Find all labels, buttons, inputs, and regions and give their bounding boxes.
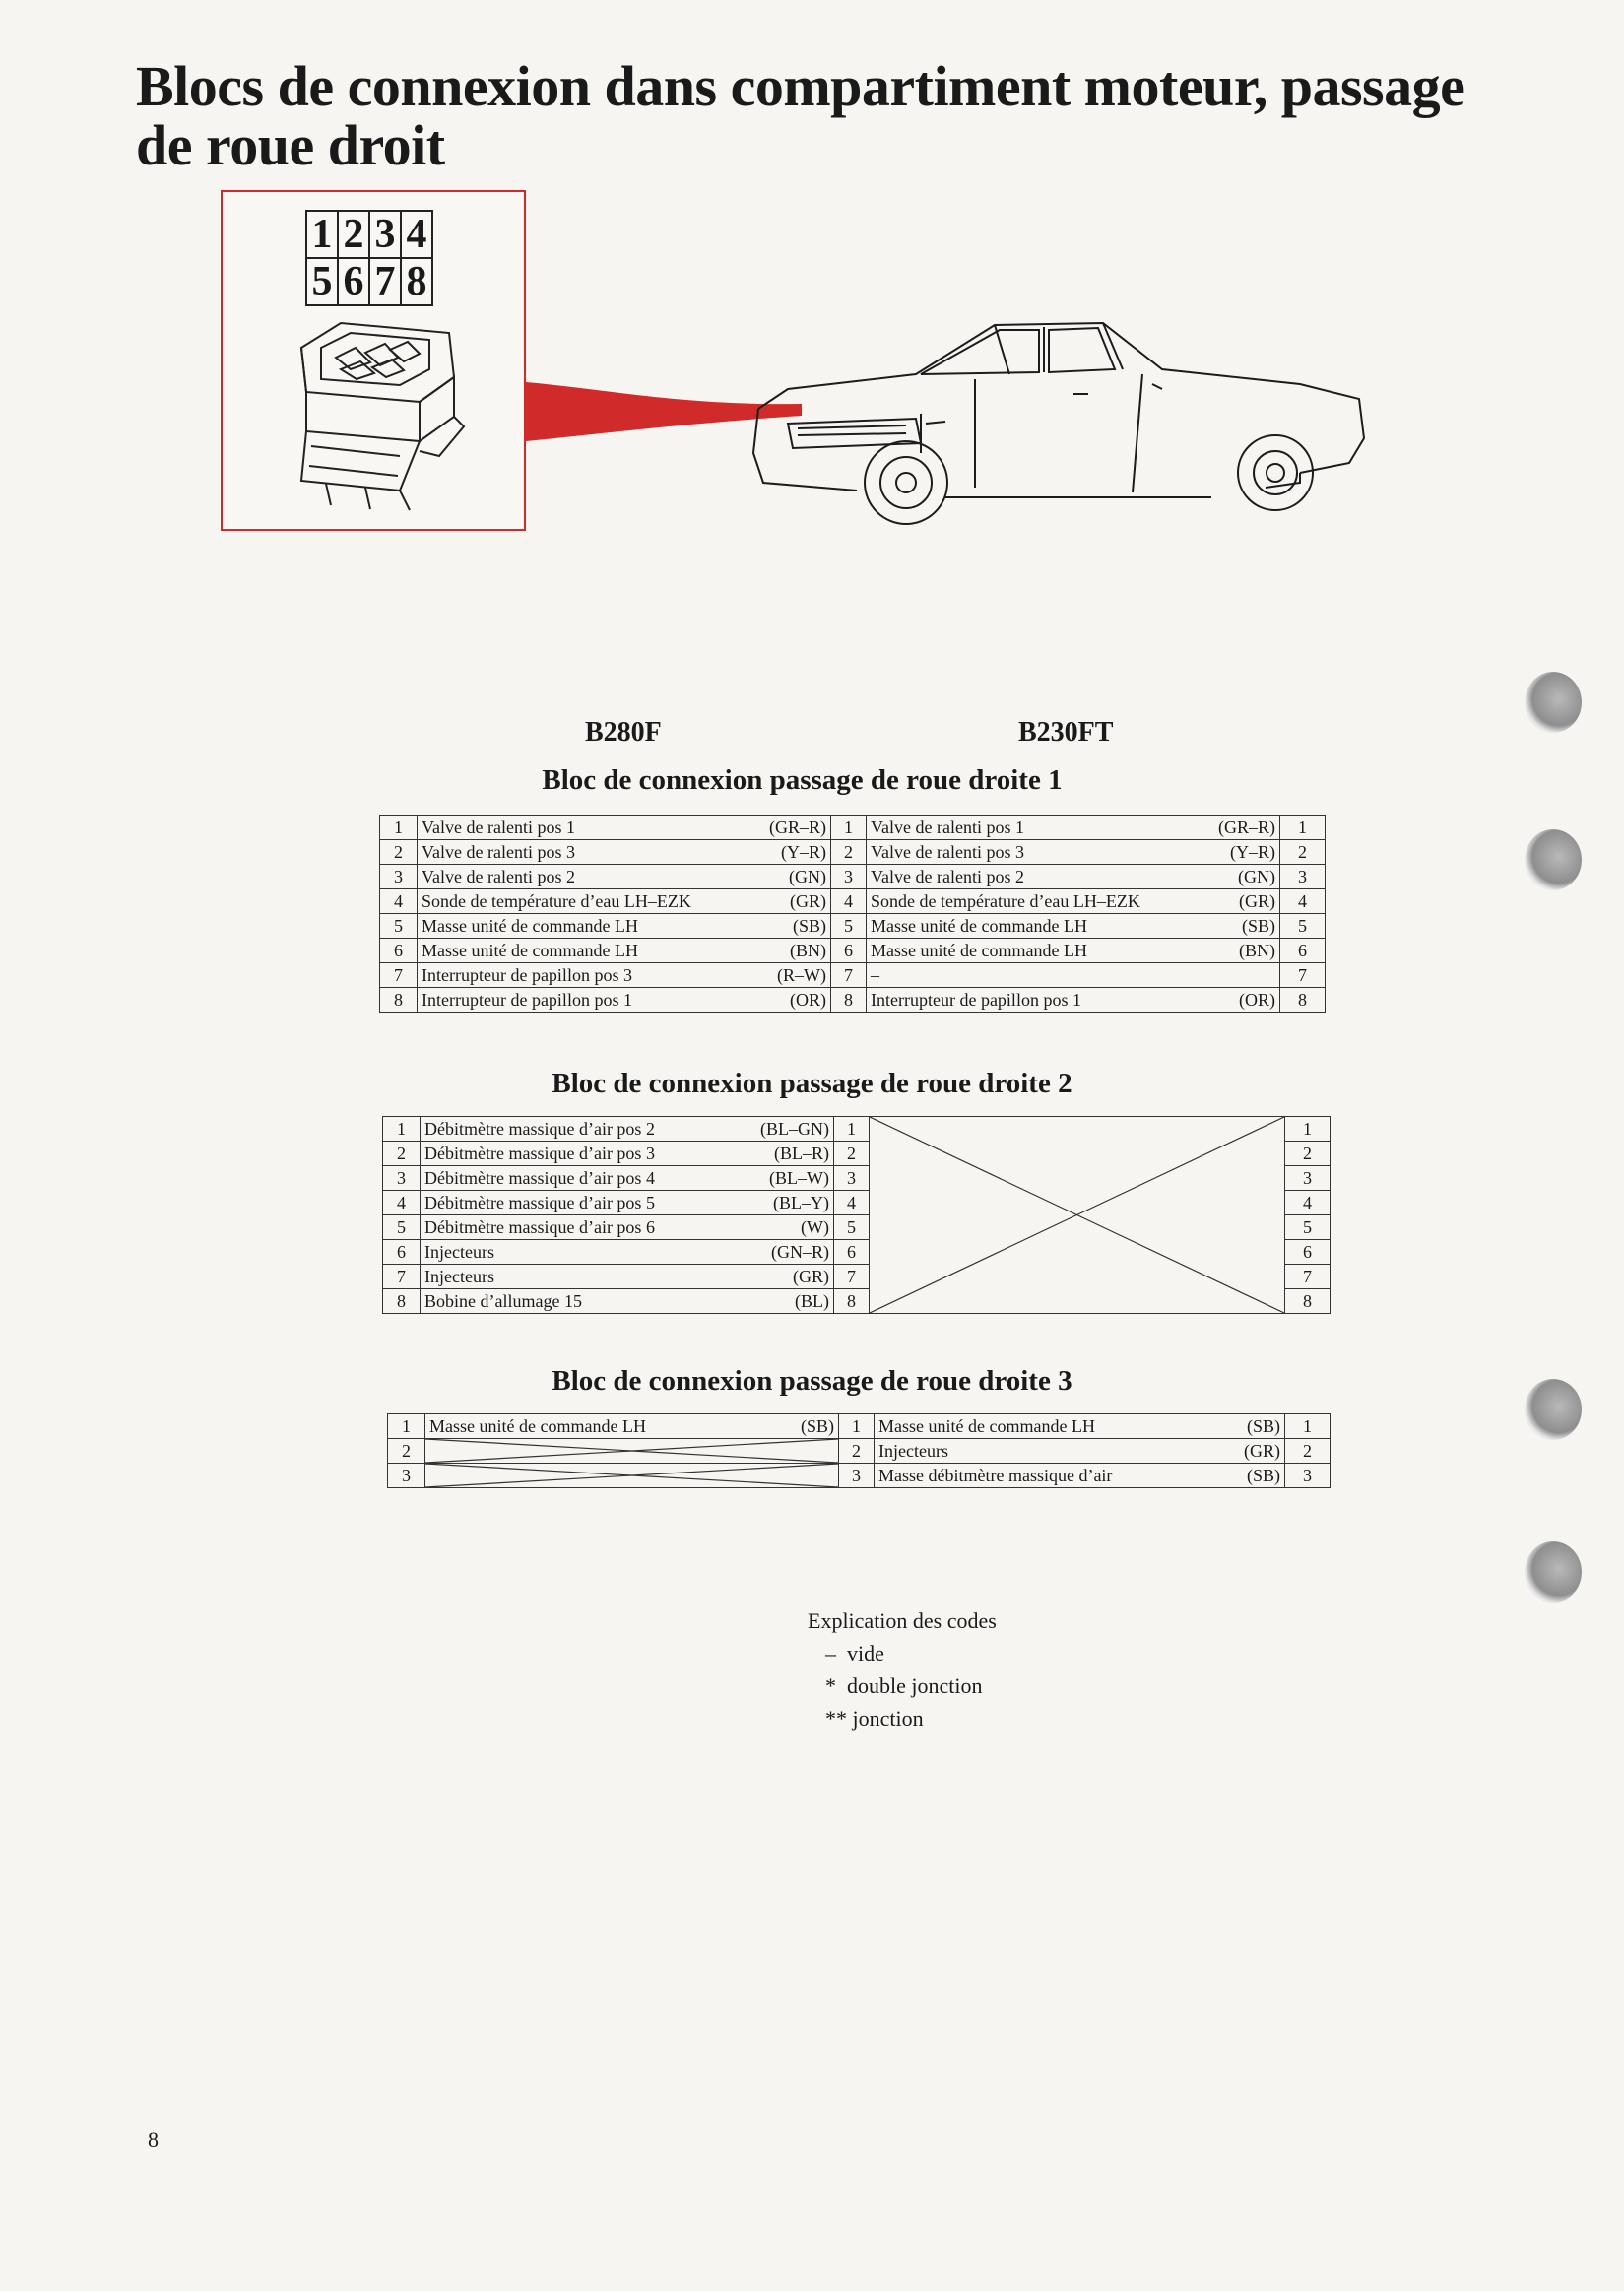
right-wire-color-code: (SB) (1246, 1415, 1280, 1436)
left-pin-number: 7 (383, 1265, 421, 1289)
right-wire-color-code: (GN) (1238, 866, 1275, 886)
right-pin-number: 8 (1280, 988, 1326, 1013)
mid-pin-number: 1 (831, 816, 867, 840)
pin-label: 3 (369, 211, 401, 258)
legend-symbol: ** (825, 1706, 847, 1731)
right-wire-color-code: (GR) (1239, 890, 1275, 911)
table-row (383, 1117, 1331, 1142)
right-pin-number: 2 (1285, 1439, 1331, 1464)
left-pin-number: 2 (383, 1142, 421, 1166)
mid-pin-number: 5 (831, 914, 867, 939)
left-wire-color-code: (BL–Y) (773, 1192, 829, 1212)
mid-pin-number: 2 (831, 840, 867, 865)
left-description: Débitmètre massique d’air pos 5 (424, 1192, 655, 1212)
right-pin-number: 3 (1280, 865, 1326, 889)
mid-pin-number: 3 (834, 1166, 870, 1191)
left-description: Valve de ralenti pos 1 (422, 817, 575, 837)
right-wire-color-code: (Y–R) (1230, 841, 1275, 862)
connector-pin-grid (305, 210, 433, 306)
left-wire-color-code: (OR) (790, 989, 826, 1010)
right-pin-number: 1 (1285, 1414, 1331, 1439)
right-pin-number: 5 (1285, 1215, 1331, 1240)
right-pin-number: 4 (1285, 1191, 1331, 1215)
left-pin-number: 7 (380, 963, 418, 988)
right-description-cell (867, 816, 1280, 840)
legend-item (808, 1637, 997, 1669)
right-description-cell (875, 1464, 1285, 1488)
right-wire-color-code: (GR) (1244, 1440, 1280, 1461)
left-description: Valve de ralenti pos 3 (422, 841, 575, 862)
left-wire-color-code: (W) (801, 1216, 829, 1237)
right-pin-number: 3 (1285, 1464, 1331, 1488)
left-pin-number: 4 (383, 1191, 421, 1215)
binder-hole (1525, 1379, 1582, 1440)
left-description-cell (418, 939, 831, 963)
left-pin-number: 5 (380, 914, 418, 939)
block-3-table (387, 1413, 1331, 1488)
legend-text: double jonction (847, 1673, 983, 1698)
table-row (380, 963, 1326, 988)
empty-cross-mark (425, 1439, 838, 1463)
left-empty-cell (425, 1439, 839, 1464)
left-description: Masse unité de commande LH (429, 1415, 646, 1436)
legend-text: jonction (852, 1706, 924, 1731)
left-description-cell (421, 1191, 834, 1215)
right-description: Masse unité de commande LH (871, 940, 1087, 960)
right-wire-color-code: (SB) (1241, 915, 1275, 936)
left-description-cell (418, 889, 831, 914)
left-description-cell (418, 865, 831, 889)
binder-hole (1525, 1541, 1582, 1603)
pin-label: 5 (306, 258, 338, 305)
legend-symbol: – (825, 1641, 836, 1666)
mid-pin-number: 3 (831, 865, 867, 889)
left-description-cell (421, 1289, 834, 1314)
right-description: Masse unité de commande LH (878, 1415, 1095, 1436)
left-description: Interrupteur de papillon pos 3 (422, 964, 632, 985)
mid-pin-number: 2 (839, 1439, 875, 1464)
right-pin-number: 3 (1285, 1166, 1331, 1191)
left-description: Sonde de température d’eau LH–EZK (422, 890, 691, 911)
pin-label: 2 (338, 211, 369, 258)
table-row (380, 988, 1326, 1013)
left-description-cell (421, 1117, 834, 1142)
empty-cross-mark (425, 1464, 838, 1487)
left-description: Débitmètre massique d’air pos 4 (424, 1167, 655, 1188)
right-description-cell (867, 889, 1280, 914)
mid-pin-number: 1 (839, 1414, 875, 1439)
left-pin-number: 4 (380, 889, 418, 914)
table-row (380, 914, 1326, 939)
legend-title: Explication des codes (808, 1608, 997, 1633)
right-description-cell (867, 939, 1280, 963)
legend-symbol: * (825, 1673, 836, 1698)
left-pin-number: 3 (383, 1166, 421, 1191)
left-wire-color-code: (BL–GN) (760, 1118, 829, 1139)
block-3-title: Bloc de connexion passage de roue droite 3 (552, 1365, 1072, 1397)
table-row (388, 1439, 1331, 1464)
binder-hole (1525, 829, 1582, 890)
page-number: 8 (148, 2127, 159, 2152)
right-description: Sonde de température d’eau LH–EZK (871, 890, 1140, 911)
right-description: Interrupteur de papillon pos 1 (871, 989, 1081, 1010)
engine-label-b230ft: B230FT (1018, 717, 1114, 748)
left-description-cell (421, 1166, 834, 1191)
right-pin-number: 7 (1280, 963, 1326, 988)
mid-pin-number: 3 (839, 1464, 875, 1488)
right-wire-color-code: (OR) (1239, 989, 1275, 1010)
left-description-cell (425, 1414, 839, 1439)
mid-pin-number: 6 (831, 939, 867, 963)
left-description-cell (418, 963, 831, 988)
right-pin-number: 2 (1280, 840, 1326, 865)
right-pin-number: 6 (1285, 1240, 1331, 1265)
right-pin-number: 2 (1285, 1142, 1331, 1166)
pin-label: 8 (401, 258, 432, 305)
right-description: Injecteurs (878, 1440, 948, 1461)
right-description: Masse unité de commande LH (871, 915, 1087, 936)
right-description-cell (867, 914, 1280, 939)
left-description-cell (418, 840, 831, 865)
left-wire-color-code: (BL–R) (774, 1143, 829, 1163)
right-wire-color-code: (SB) (1246, 1465, 1280, 1485)
left-description-cell (421, 1265, 834, 1289)
left-wire-color-code: (SB) (800, 1415, 834, 1436)
left-wire-color-code: (BL–W) (769, 1167, 829, 1188)
right-pin-number: 4 (1280, 889, 1326, 914)
left-wire-color-code: (GN–R) (771, 1241, 829, 1262)
left-description-cell (421, 1215, 834, 1240)
code-legend (808, 1604, 997, 1735)
pin-label: 7 (369, 258, 401, 305)
right-description-cell (875, 1414, 1285, 1439)
pin-label: 4 (401, 211, 432, 258)
left-wire-color-code: (Y–R) (781, 841, 826, 862)
table-row (380, 816, 1326, 840)
pin-label: 1 (306, 211, 338, 258)
left-description: Bobine d’allumage 15 (424, 1290, 582, 1311)
block-2-table (382, 1116, 1331, 1314)
left-description: Masse unité de commande LH (422, 940, 638, 960)
left-wire-color-code: (GN) (789, 866, 826, 886)
left-description: Masse unité de commande LH (422, 915, 638, 936)
left-pin-number: 5 (383, 1215, 421, 1240)
right-description-cell (867, 963, 1280, 988)
empty-cross-mark (870, 1117, 1284, 1313)
left-wire-color-code: (SB) (792, 915, 826, 936)
page-title: Blocs de connexion dans compartiment moteur, passage de roue droit (136, 54, 1465, 177)
table-row (388, 1464, 1331, 1488)
mid-pin-number: 7 (831, 963, 867, 988)
table-row (380, 889, 1326, 914)
right-description-cell (867, 988, 1280, 1013)
left-pin-number: 6 (383, 1240, 421, 1265)
mid-pin-number: 4 (834, 1191, 870, 1215)
right-description: Valve de ralenti pos 1 (871, 817, 1024, 837)
right-description-cell (875, 1439, 1285, 1464)
mid-pin-number: 1 (834, 1117, 870, 1142)
left-description: Débitmètre massique d’air pos 3 (424, 1143, 655, 1163)
block-1-table (379, 815, 1326, 1013)
right-pin-number: 7 (1285, 1265, 1331, 1289)
left-pin-number: 3 (380, 865, 418, 889)
right-pin-number: 8 (1285, 1289, 1331, 1314)
left-wire-color-code: (BN) (790, 940, 826, 960)
legend-text: vide (847, 1641, 884, 1666)
mid-pin-number: 6 (834, 1240, 870, 1265)
left-pin-number: 1 (388, 1414, 425, 1439)
left-description-cell (418, 816, 831, 840)
left-pin-number: 2 (380, 840, 418, 865)
left-wire-color-code: (GR–R) (769, 817, 826, 837)
right-pin-number: 1 (1280, 816, 1326, 840)
right-description-cell (867, 840, 1280, 865)
mid-pin-number: 4 (831, 889, 867, 914)
right-description-cell (867, 865, 1280, 889)
right-empty-cell (870, 1117, 1285, 1314)
left-description: Valve de ralenti pos 2 (422, 866, 575, 886)
mid-pin-number: 5 (834, 1215, 870, 1240)
left-pin-number: 2 (388, 1439, 425, 1464)
left-pin-number: 6 (380, 939, 418, 963)
binder-hole (1525, 672, 1582, 733)
table-row (380, 865, 1326, 889)
left-description-cell (421, 1240, 834, 1265)
left-pin-number: 8 (383, 1289, 421, 1314)
left-pin-number: 8 (380, 988, 418, 1013)
right-pin-number: 6 (1280, 939, 1326, 963)
left-empty-cell (425, 1464, 839, 1488)
left-wire-color-code: (GR) (790, 890, 826, 911)
block-2-title: Bloc de connexion passage de roue droite 2 (552, 1068, 1072, 1099)
car-illustration (748, 315, 1398, 542)
right-description: Valve de ralenti pos 3 (871, 841, 1024, 862)
connector-illustration (221, 190, 526, 531)
left-description: Injecteurs (424, 1266, 494, 1286)
legend-item (808, 1702, 997, 1735)
pin-label: 6 (338, 258, 369, 305)
left-wire-color-code: (BL) (795, 1290, 829, 1311)
mid-pin-number: 2 (834, 1142, 870, 1166)
left-description-cell (421, 1142, 834, 1166)
right-wire-color-code: (GR–R) (1218, 817, 1275, 837)
mid-pin-number: 7 (834, 1265, 870, 1289)
left-pin-number: 3 (388, 1464, 425, 1488)
left-description-cell (418, 914, 831, 939)
left-description-cell (418, 988, 831, 1013)
left-wire-color-code: (GR) (793, 1266, 829, 1286)
left-wire-color-code: (R–W) (777, 964, 826, 985)
table-row (380, 840, 1326, 865)
mid-pin-number: 8 (831, 988, 867, 1013)
table-row (380, 939, 1326, 963)
left-description: Débitmètre massique d’air pos 2 (424, 1118, 655, 1139)
block-1-title: Bloc de connexion passage de roue droite 1 (542, 764, 1063, 796)
mid-pin-number: 8 (834, 1289, 870, 1314)
table-row (388, 1414, 1331, 1439)
engine-label-b280f: B280F (585, 717, 662, 748)
left-pin-number: 1 (383, 1117, 421, 1142)
right-description: – (871, 964, 879, 985)
right-pin-number: 1 (1285, 1117, 1331, 1142)
right-wire-color-code: (BN) (1239, 940, 1275, 960)
legend-item (808, 1669, 997, 1702)
right-description: Masse débitmètre massique d’air (878, 1465, 1113, 1485)
left-description: Débitmètre massique d’air pos 6 (424, 1216, 655, 1237)
left-description: Injecteurs (424, 1241, 494, 1262)
connector-block-drawing (282, 308, 488, 515)
right-description: Valve de ralenti pos 2 (871, 866, 1024, 886)
right-pin-number: 5 (1280, 914, 1326, 939)
left-pin-number: 1 (380, 816, 418, 840)
left-description: Interrupteur de papillon pos 1 (422, 989, 632, 1010)
